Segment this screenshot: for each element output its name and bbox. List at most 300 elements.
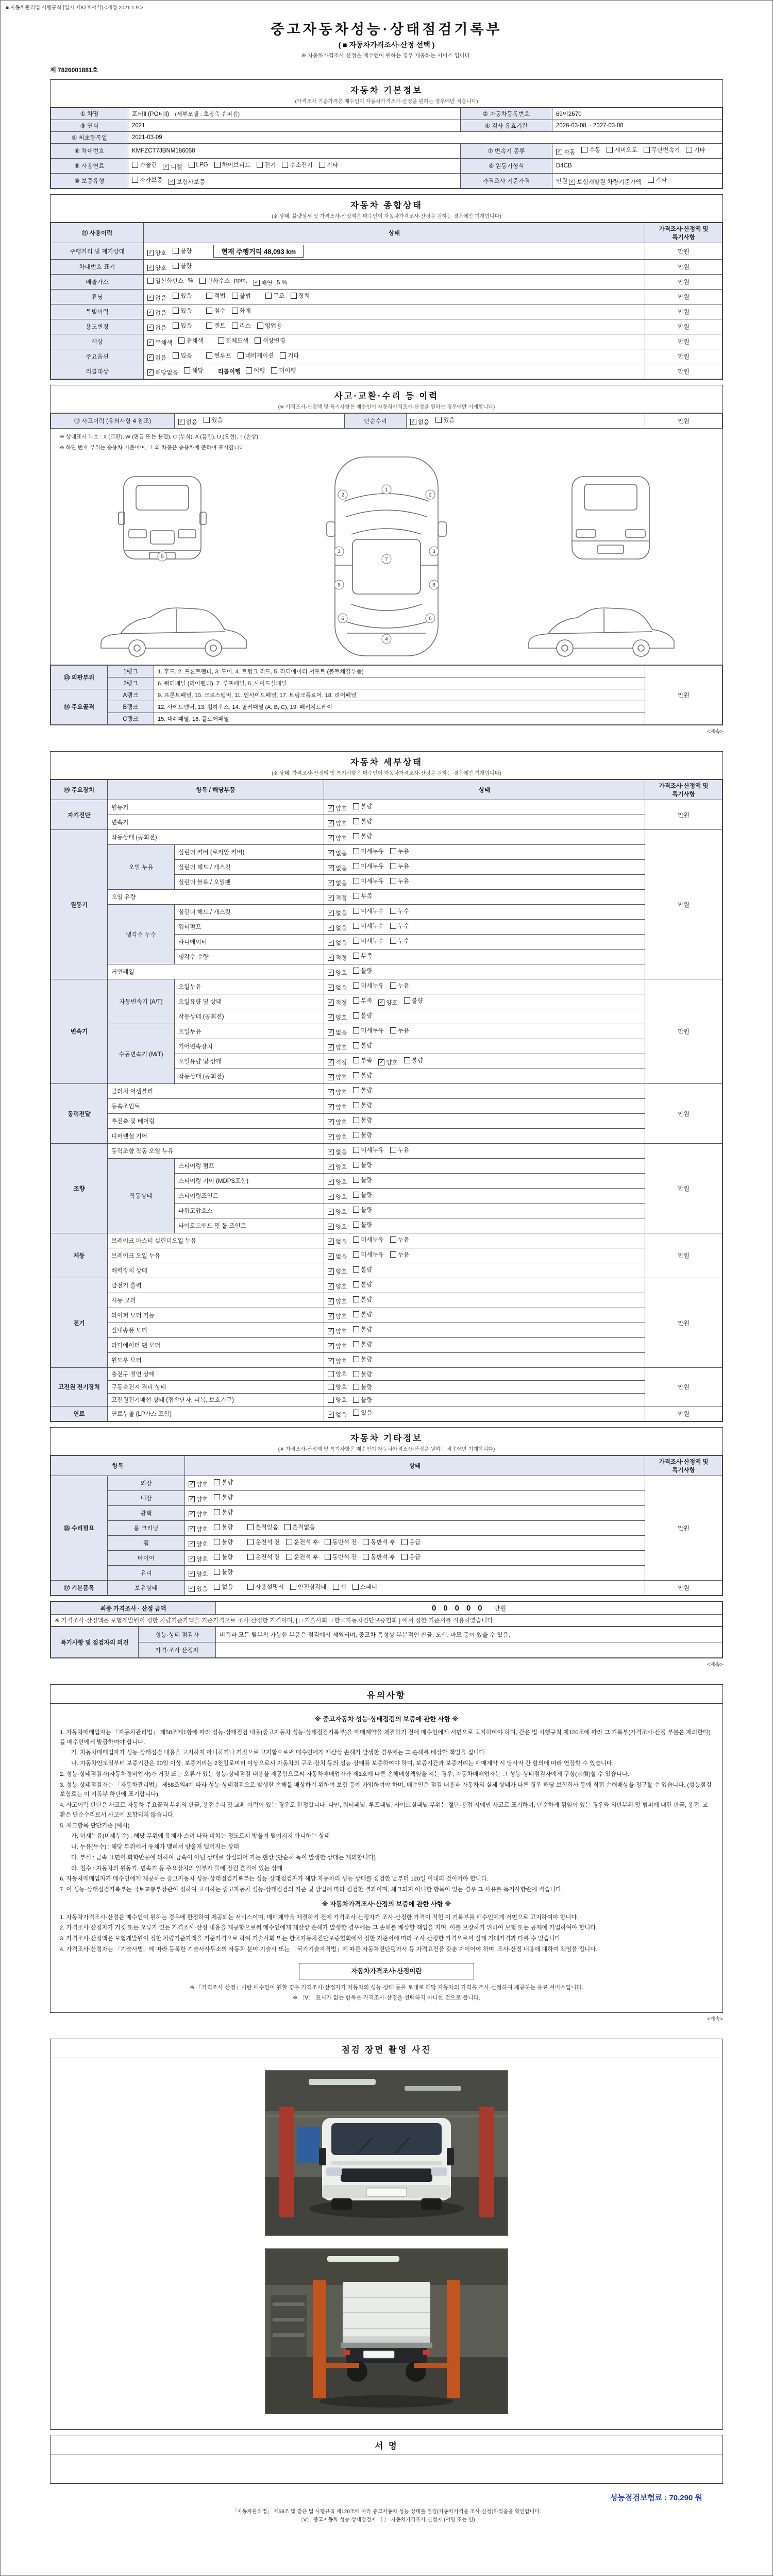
checkbox-checked[interactable] xyxy=(328,1223,347,1231)
checkbox-unchecked[interactable] xyxy=(353,1370,372,1378)
checkbox-unchecked[interactable] xyxy=(173,321,192,330)
checkbox-unchecked[interactable] xyxy=(247,1553,280,1561)
checkbox-unchecked[interactable] xyxy=(353,1265,372,1274)
checkbox-unchecked[interactable] xyxy=(173,247,192,255)
checkbox-checked[interactable] xyxy=(147,264,166,272)
checkbox-unchecked[interactable] xyxy=(390,877,409,885)
checkbox-unchecked[interactable] xyxy=(353,1310,372,1318)
checkbox-checked[interactable] xyxy=(328,849,347,857)
checkbox-unchecked[interactable] xyxy=(271,366,296,375)
checkbox-unchecked[interactable] xyxy=(178,336,203,345)
checkbox-label: 누유 xyxy=(397,983,409,989)
checkbox-checked[interactable] xyxy=(328,1043,347,1052)
misc-info-row xyxy=(51,1566,722,1581)
checkbox-unchecked[interactable] xyxy=(401,1538,421,1546)
misc-group-price: 만원 xyxy=(645,1581,722,1596)
checkbox-unchecked[interactable] xyxy=(353,1250,383,1259)
checkbox-checked[interactable] xyxy=(189,1480,208,1488)
checkbox-checked[interactable] xyxy=(328,1297,347,1306)
checkbox-label: 응급 xyxy=(409,1539,421,1546)
checkbox-checked[interactable] xyxy=(189,1555,208,1563)
checkbox-group xyxy=(328,1220,378,1231)
checkbox-icon xyxy=(353,1057,359,1063)
checkbox-unchecked[interactable] xyxy=(257,161,276,169)
misc-item-state xyxy=(185,1491,645,1506)
checkbox-unchecked[interactable] xyxy=(206,321,225,330)
checkbox-checked[interactable] xyxy=(328,1073,347,1081)
checkbox-unchecked[interactable] xyxy=(390,1235,409,1244)
checkbox-icon xyxy=(247,1554,254,1560)
checkbox-unchecked[interactable] xyxy=(265,292,284,300)
usage-item-label: 주행거리 및 계기상태 xyxy=(51,243,144,260)
checkbox-group xyxy=(328,861,415,873)
checkbox-label: 운전석 후 xyxy=(294,1539,318,1546)
price-survey-option: ( ■ 자동차가격조사·산정 선택 ) xyxy=(338,41,435,49)
checkbox-checked[interactable] xyxy=(328,879,347,887)
checkbox-unchecked[interactable] xyxy=(280,351,299,360)
checkbox-group xyxy=(328,1295,378,1306)
checkbox-unchecked[interactable] xyxy=(390,981,409,990)
checkbox-unchecked[interactable] xyxy=(353,1146,383,1154)
checkbox-unchecked[interactable] xyxy=(353,1056,372,1064)
checkbox-unchecked[interactable] xyxy=(291,292,310,300)
checkbox-icon xyxy=(353,1192,359,1198)
checkbox-unchecked[interactable] xyxy=(353,952,372,960)
device-item-state xyxy=(324,1353,645,1368)
checkbox-unchecked[interactable] xyxy=(353,1086,372,1094)
checkbox-unchecked[interactable] xyxy=(214,1568,233,1576)
table-header-row xyxy=(51,1456,722,1476)
checkbox-unchecked[interactable] xyxy=(132,161,157,169)
checkbox-unchecked[interactable] xyxy=(353,1235,383,1244)
device-detail-row xyxy=(51,1159,722,1174)
checkbox-checked[interactable] xyxy=(189,1540,208,1548)
checkbox-icon: ✓ xyxy=(148,325,153,330)
checkbox-unchecked[interactable] xyxy=(246,366,265,375)
checkbox-checked[interactable] xyxy=(147,249,166,257)
checkbox-unchecked[interactable] xyxy=(363,1553,395,1561)
checkbox-unchecked[interactable] xyxy=(390,937,409,945)
checkbox-checked[interactable] xyxy=(189,1495,208,1503)
checkbox-checked[interactable] xyxy=(328,954,347,962)
checkbox-unchecked[interactable] xyxy=(353,847,383,855)
checkbox-unchecked[interactable] xyxy=(325,1538,357,1546)
checkbox-checked[interactable] xyxy=(328,1088,347,1096)
checkbox-checked[interactable] xyxy=(328,864,347,872)
checkbox-checked[interactable] xyxy=(328,998,347,1007)
checkbox-unchecked[interactable] xyxy=(353,1101,372,1109)
checkbox-unchecked[interactable] xyxy=(232,292,251,300)
checkbox-checked[interactable] xyxy=(328,939,347,947)
checkbox-group xyxy=(328,951,378,962)
checkbox-group xyxy=(328,846,415,858)
checkbox-checked[interactable] xyxy=(328,1118,347,1126)
checkbox-unchecked[interactable] xyxy=(390,1146,409,1154)
checkbox-unchecked[interactable] xyxy=(257,321,282,330)
checkbox-checked[interactable] xyxy=(328,819,347,827)
col-price: 가격조사·산정액 및 특기사항 xyxy=(645,223,722,243)
checkbox-checked[interactable] xyxy=(328,894,347,902)
checkbox-unchecked[interactable] xyxy=(147,277,193,285)
checkbox-icon xyxy=(247,1539,254,1545)
checkbox-unchecked[interactable] xyxy=(390,862,409,870)
checkbox-icon xyxy=(404,997,410,1004)
checkbox-unchecked[interactable] xyxy=(353,1409,372,1417)
checkbox-label: 보험개발원 차량기준가액 xyxy=(577,179,642,185)
checkbox-unchecked[interactable] xyxy=(581,146,600,154)
checkbox-icon: ✓ xyxy=(328,1268,333,1274)
checkbox-unchecked[interactable] xyxy=(353,1221,372,1229)
lift-arm-icon xyxy=(323,2363,359,2368)
device-item-label: 브레이크 마스터 실린더오일 누유 xyxy=(108,1233,324,1248)
checkbox-icon: ✓ xyxy=(328,1044,333,1050)
checkbox-unchecked[interactable] xyxy=(353,1176,372,1184)
checkbox-checked[interactable] xyxy=(147,338,172,347)
checkbox-unchecked[interactable] xyxy=(232,321,251,330)
checkbox-unchecked[interactable] xyxy=(404,1056,423,1064)
checkbox-checked[interactable] xyxy=(328,1357,347,1365)
checkbox-unchecked[interactable] xyxy=(353,922,383,930)
checkbox-checked[interactable] xyxy=(328,1208,347,1216)
device-detail-row xyxy=(51,1308,722,1323)
checkbox-label: 침수 xyxy=(214,308,226,314)
checkbox-icon xyxy=(353,1087,359,1093)
checkbox-unchecked[interactable] xyxy=(353,937,383,945)
checkbox-checked[interactable] xyxy=(254,279,287,287)
checkbox-unchecked[interactable] xyxy=(648,176,667,184)
checkbox-group xyxy=(206,351,305,360)
checkbox-unchecked[interactable] xyxy=(353,1325,372,1333)
checkbox-unchecked[interactable] xyxy=(328,1383,347,1391)
device-item-state xyxy=(324,845,645,860)
device-item-state xyxy=(324,1248,645,1263)
checkbox-unchecked[interactable] xyxy=(282,161,312,169)
checkbox-checked[interactable] xyxy=(328,969,347,977)
checkbox-unchecked[interactable] xyxy=(352,1583,377,1591)
checkbox-unchecked[interactable] xyxy=(353,1041,372,1049)
checkbox-unchecked[interactable] xyxy=(435,416,455,424)
misc-item-state xyxy=(185,1506,645,1521)
checkbox-icon xyxy=(353,1147,359,1153)
checkbox-unchecked[interactable] xyxy=(353,1071,372,1079)
checkbox-icon xyxy=(581,147,587,153)
device-group-price: 만원 xyxy=(645,800,722,830)
checkbox-checked[interactable] xyxy=(328,1028,347,1037)
device-item-state xyxy=(324,1323,645,1338)
checkbox-label: LPG xyxy=(196,162,208,168)
checkbox-icon xyxy=(401,1539,408,1545)
checkbox-checked[interactable] xyxy=(328,1282,347,1291)
checkbox-checked[interactable] xyxy=(328,1148,347,1156)
checkbox-unchecked[interactable] xyxy=(218,336,248,345)
checkbox-unchecked[interactable] xyxy=(173,292,192,300)
checkbox-label: 적정 xyxy=(335,955,347,961)
checkbox-unchecked[interactable] xyxy=(247,1523,278,1531)
usage-item-price: 만원 xyxy=(645,349,722,364)
device-item-state xyxy=(324,1144,645,1159)
checkbox-checked[interactable] xyxy=(328,1267,347,1276)
checkbox-unchecked[interactable] xyxy=(353,1191,372,1199)
section-accident-history xyxy=(50,385,723,725)
checkbox-icon xyxy=(353,1042,359,1048)
checkbox-unchecked[interactable] xyxy=(390,847,409,855)
checkbox-label: 적정 xyxy=(335,1060,347,1066)
checkbox-checked[interactable] xyxy=(328,1163,347,1171)
panel-rank-name: C랭크 xyxy=(108,713,154,725)
checkbox-unchecked[interactable] xyxy=(353,996,372,1005)
misc-item-label: 룸 크리닝 xyxy=(108,1521,185,1536)
checkbox-checked[interactable] xyxy=(328,1411,347,1419)
device-item-state xyxy=(324,994,645,1009)
checkbox-unchecked[interactable] xyxy=(353,1355,372,1363)
detail-header xyxy=(51,752,722,779)
checkbox-unchecked[interactable] xyxy=(353,862,383,870)
checkbox-label: 없음 xyxy=(186,419,198,426)
device-detail-row xyxy=(51,979,722,994)
checkbox-unchecked[interactable] xyxy=(214,1538,233,1546)
checkbox-icon xyxy=(353,1117,359,1123)
checkbox-checked[interactable] xyxy=(328,924,347,932)
checkbox-unchecked[interactable] xyxy=(353,817,372,825)
device-item-label: 실내송풍 모터 xyxy=(108,1323,324,1338)
checkbox-checked[interactable] xyxy=(328,1252,347,1261)
checkbox-checked[interactable] xyxy=(328,984,347,992)
checkbox-unchecked[interactable] xyxy=(390,1026,409,1035)
checkbox-unchecked[interactable] xyxy=(390,907,409,915)
checkbox-group xyxy=(328,936,415,947)
checkbox-unchecked[interactable] xyxy=(199,277,247,285)
inspection-photo-rear xyxy=(265,2249,508,2414)
checkbox-label: 있음 xyxy=(361,1410,373,1416)
checkbox-label: 이행 xyxy=(254,368,265,374)
checkbox-checked[interactable] xyxy=(189,1510,208,1518)
checkbox-unchecked[interactable] xyxy=(214,1583,233,1591)
device-item-label: 파워고압호스 xyxy=(175,1204,324,1218)
checkbox-unchecked[interactable] xyxy=(353,1116,372,1124)
price-survey-definition-title: 자동차가격조사·산정이란 xyxy=(351,1967,422,1975)
checkbox-checked[interactable] xyxy=(569,178,641,186)
checkbox-label: 있음 xyxy=(196,1586,208,1592)
checkbox-unchecked[interactable] xyxy=(353,832,372,840)
checkbox-label: 불량 xyxy=(222,1524,233,1531)
checkbox-unchecked[interactable] xyxy=(353,967,372,975)
checkbox-unchecked[interactable] xyxy=(686,146,705,154)
checkbox-unchecked[interactable] xyxy=(353,1026,383,1035)
checkbox-unchecked[interactable] xyxy=(214,1493,233,1501)
basic-row xyxy=(51,132,722,144)
lift-post-icon xyxy=(479,2107,494,2217)
checkbox-unchecked[interactable] xyxy=(353,892,372,900)
checkbox-checked[interactable] xyxy=(328,1178,347,1186)
checkbox-unchecked[interactable] xyxy=(353,1161,372,1169)
checkbox-unchecked[interactable] xyxy=(363,1538,395,1546)
checkbox-checked[interactable] xyxy=(328,1312,347,1320)
checkbox-checked[interactable] xyxy=(328,1327,347,1335)
checkbox-unchecked[interactable] xyxy=(214,1523,233,1531)
checkbox-checked[interactable] xyxy=(147,324,166,332)
checkbox-unchecked[interactable] xyxy=(290,1583,327,1591)
checkbox-unchecked[interactable] xyxy=(401,1553,421,1561)
price-survey-definition-box xyxy=(299,1963,474,1980)
checkbox-checked[interactable] xyxy=(378,1058,397,1066)
checkbox-unchecked[interactable] xyxy=(390,1250,409,1259)
checkbox-icon xyxy=(353,953,359,959)
price-survey-service-note: ※ 자동차가격조사·산정은 매수인이 원하는 경우 제공하는 서비스 입니다. xyxy=(301,53,472,59)
checkbox-group xyxy=(328,1250,415,1261)
checkbox-label: 기타 xyxy=(694,147,705,154)
checkbox-unchecked[interactable] xyxy=(206,292,225,300)
checkbox-icon xyxy=(132,177,138,183)
truck-front-icon xyxy=(319,2118,454,2210)
checkbox-unchecked[interactable] xyxy=(206,351,231,360)
checkbox-unchecked[interactable] xyxy=(284,1523,315,1531)
checkbox-unchecked[interactable] xyxy=(173,351,192,360)
checkbox-label: 없음 xyxy=(335,1149,347,1156)
checkbox-unchecked[interactable] xyxy=(173,307,192,315)
signature-area[interactable] xyxy=(51,2454,722,2483)
checkbox-label: 양호 xyxy=(335,1371,347,1378)
checkbox-unchecked[interactable] xyxy=(286,1538,318,1546)
checkbox-label: 없음 xyxy=(335,1412,347,1418)
misc-info-row xyxy=(51,1551,722,1566)
checkbox-icon xyxy=(353,1177,359,1183)
checkbox-checked[interactable] xyxy=(410,418,429,426)
checkbox-icon: ✓ xyxy=(328,1134,333,1140)
checkbox-unchecked[interactable] xyxy=(353,877,383,885)
checkbox-unchecked[interactable] xyxy=(238,351,274,360)
checkbox-unchecked[interactable] xyxy=(390,922,409,930)
checkbox-unchecked[interactable] xyxy=(184,366,203,375)
checkbox-unchecked[interactable] xyxy=(173,262,192,270)
section-misc-info xyxy=(50,1427,723,1596)
checkbox-icon xyxy=(404,1057,410,1063)
checkbox-icon xyxy=(214,1494,220,1500)
checkbox-checked[interactable] xyxy=(328,834,347,842)
checkbox-group xyxy=(147,321,198,332)
damage-diagram-area xyxy=(51,429,722,665)
checkbox-unchecked[interactable] xyxy=(353,981,383,990)
panel-rank-row xyxy=(51,677,722,689)
checkbox-unchecked[interactable] xyxy=(204,416,223,424)
checkbox-unchecked[interactable] xyxy=(404,996,423,1005)
checkbox-unchecked[interactable] xyxy=(353,802,372,810)
checkbox-unchecked[interactable] xyxy=(333,1583,346,1591)
checkbox-unchecked[interactable] xyxy=(644,146,680,154)
checkbox-unchecked[interactable] xyxy=(232,307,251,315)
checkbox-unchecked[interactable] xyxy=(247,1538,280,1546)
checkbox-unchecked[interactable] xyxy=(353,1131,372,1139)
checkbox-unchecked[interactable] xyxy=(353,1396,372,1404)
checkbox-icon: ✓ xyxy=(328,1194,333,1199)
checkbox-label: 양호 xyxy=(335,970,347,976)
checkbox-checked[interactable] xyxy=(328,804,347,812)
checkbox-icon xyxy=(390,1251,396,1258)
checkbox-checked[interactable] xyxy=(163,163,182,171)
misc-group-label: ⑰ 기본품목 xyxy=(51,1581,108,1596)
checkbox-unchecked[interactable] xyxy=(319,161,338,169)
checkbox-checked[interactable] xyxy=(328,1013,347,1022)
checkbox-unchecked[interactable] xyxy=(353,1340,372,1348)
checkbox-unchecked[interactable] xyxy=(214,161,251,169)
checkbox-unchecked[interactable] xyxy=(206,307,225,315)
checkbox-checked[interactable] xyxy=(378,998,397,1007)
checkbox-group xyxy=(189,1507,239,1519)
device-detail-row xyxy=(51,830,722,845)
checkbox-icon: ✓ xyxy=(328,865,333,871)
checkbox-unchecked[interactable] xyxy=(247,1583,284,1591)
comprehensive-header xyxy=(51,195,722,223)
checkbox-icon: ✓ xyxy=(148,310,153,315)
notice-line: 3. 가격조사·산정액은 보험개발원이 정한 차량기준가액을 기준가격으로 하여 기술사회 또는 한국자동차진단보증협회에서 정한 기준서에 따라 조사·산정한 가격으로서 실제 거래가격과 다를 수 있습니다. xyxy=(60,1936,562,1942)
checkbox-label: 불량 xyxy=(361,1132,373,1139)
checkbox-checked[interactable] xyxy=(328,1133,347,1141)
checkbox-checked[interactable] xyxy=(147,368,178,377)
checkbox-unchecked[interactable] xyxy=(132,176,162,184)
checkbox-checked[interactable] xyxy=(189,1525,208,1533)
checkbox-icon xyxy=(280,352,286,359)
checkbox-unchecked[interactable] xyxy=(328,1370,347,1378)
checkbox-unchecked[interactable] xyxy=(189,162,208,168)
checkbox-label: 불량 xyxy=(361,1013,373,1019)
checkbox-checked[interactable] xyxy=(556,148,575,156)
checkbox-label: 불량 xyxy=(361,1297,373,1303)
checkbox-icon: ✓ xyxy=(328,1253,333,1259)
device-detail-row xyxy=(51,1263,722,1278)
checkbox-unchecked[interactable] xyxy=(286,1553,318,1561)
checkbox-label: 영업용 xyxy=(264,323,282,329)
checkbox-checked[interactable] xyxy=(169,178,205,186)
checkbox-unchecked[interactable] xyxy=(214,1553,233,1561)
checkbox-checked[interactable] xyxy=(328,909,347,917)
checkbox-checked[interactable] xyxy=(328,1103,347,1111)
checkbox-label: 누유 xyxy=(397,863,409,870)
checkbox-unchecked[interactable] xyxy=(353,1295,372,1303)
checkbox-unchecked[interactable] xyxy=(214,1478,233,1486)
checkbox-unchecked[interactable] xyxy=(353,1206,372,1214)
checkbox-label: 불량 xyxy=(361,819,373,825)
checkbox-group xyxy=(328,1325,378,1336)
checkbox-label: 없음 xyxy=(155,310,167,316)
checkbox-checked[interactable] xyxy=(328,1238,347,1246)
checkbox-checked[interactable] xyxy=(189,1585,208,1593)
checkbox-checked[interactable] xyxy=(147,309,166,317)
checkbox-icon xyxy=(232,323,238,329)
checkbox-unchecked[interactable] xyxy=(214,1508,233,1516)
comprehensive-table xyxy=(51,223,722,379)
checkbox-checked[interactable] xyxy=(178,418,197,426)
checkbox-checked[interactable] xyxy=(189,1570,208,1578)
checkbox-checked[interactable] xyxy=(147,294,166,302)
checkbox-unchecked[interactable] xyxy=(607,146,637,154)
checkbox-checked[interactable] xyxy=(328,1342,347,1350)
checkbox-checked[interactable] xyxy=(147,353,166,362)
base-price-cell xyxy=(552,174,722,189)
checkbox-unchecked[interactable] xyxy=(353,1280,372,1289)
checkbox-icon: ✓ xyxy=(189,1511,194,1517)
checkbox-checked[interactable] xyxy=(328,1058,347,1066)
notice-line: 6. 자동차매매업자가 매수인에게 제공하는 중고자동차 성능·상태점검기록부는 성능·상태점검자가 해당 자동차의 성능·상태를 점검한 날부터 120일 이내의 것이어야 합니다. xyxy=(60,1876,489,1883)
checkbox-unchecked[interactable] xyxy=(353,1011,372,1020)
checkbox-icon xyxy=(353,982,359,989)
checkbox-unchecked[interactable] xyxy=(325,1553,357,1561)
checkbox-checked[interactable] xyxy=(328,1193,347,1201)
checkbox-unchecked[interactable] xyxy=(353,907,383,915)
checkbox-unchecked[interactable] xyxy=(255,336,285,345)
checkbox-label: 양호 xyxy=(335,1209,347,1215)
checkbox-unchecked[interactable] xyxy=(353,1383,372,1391)
accident-history-row xyxy=(51,414,722,429)
checkbox-unchecked[interactable] xyxy=(328,1396,347,1404)
